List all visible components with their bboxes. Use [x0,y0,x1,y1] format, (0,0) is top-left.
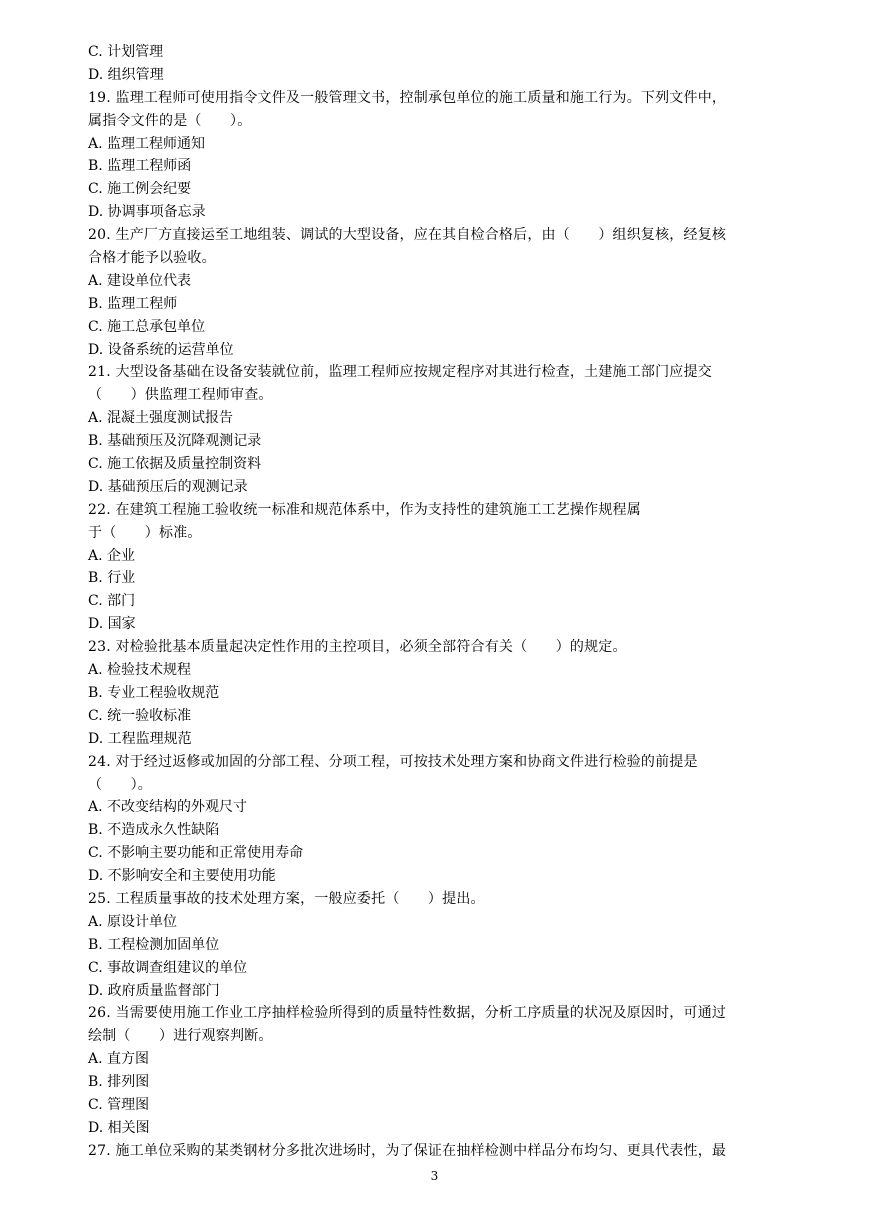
question-text-line: 26. 当需要使用施工作业工序抽样检验所得到的质量特性数据，分析工序质量的状况及原因时，可通过 [88,1005,727,1022]
option-text: C. 施工例会纪要 [88,181,192,198]
option-text: A. 企业 [88,547,136,564]
answer-option [88,316,788,339]
option-text: D. 工程监理规范 [88,730,192,747]
answer-option [88,1094,788,1117]
option-text: B. 监理工程师 [88,295,178,312]
answer-option [88,659,788,682]
option-text: D. 相关图 [88,1119,150,1136]
document-body [88,41,788,1163]
answer-option [88,819,788,842]
option-text: B. 基础预压及沉降观测记录 [88,433,262,450]
answer-option [88,545,788,568]
question-stem [88,751,788,797]
answer-option [88,1048,788,1071]
question-stem [88,1002,788,1048]
answer-option [88,293,788,316]
option-text: B. 监理工程师函 [88,158,192,175]
option-text: D. 不影响安全和主要使用功能 [88,868,276,885]
question-stem [88,499,788,545]
question-text-line: 于（ ）标准。 [88,524,202,541]
question-text-line: （ ）。 [88,776,152,793]
answer-option [88,796,788,819]
option-text: C. 事故调查组建议的单位 [88,959,248,976]
option-text: C. 施工总承包单位 [88,318,206,335]
option-text: A. 原设计单位 [88,913,178,930]
option-text: A. 监理工程师通知 [88,135,206,152]
option-text: B. 排列图 [88,1074,150,1091]
answer-option [88,1071,788,1094]
answer-option [88,430,788,453]
answer-option [88,842,788,865]
answer-option [88,682,788,705]
answer-option [88,613,788,636]
option-text: C. 施工依据及质量控制资料 [88,456,262,473]
option-text: A. 检验技术规程 [88,662,192,679]
question-text-line: 24. 对于经过返修或加固的分部工程、分项工程，可按技术处理方案和协商文件进行检验的前提是 [88,753,698,770]
answer-option [88,705,788,728]
option-text: A. 直方图 [88,1051,150,1068]
answer-option [88,934,788,957]
answer-option [88,1117,788,1140]
question-text-line: 19. 监理工程师可使用指令文件及一般管理文书，控制承包单位的施工质量和施工行为。下列文件中， [88,89,727,106]
question-text-line: 绘制（ ）进行观察判断。 [88,1028,273,1045]
answer-option [88,957,788,980]
question-text-line: 22. 在建筑工程施工验收统一标准和规范体系中，作为支持性的建筑施工工艺操作规程属 [88,501,641,518]
question-stem [88,361,788,407]
question-stem [88,888,788,911]
answer-option [88,64,788,87]
option-text: D. 政府质量监督部门 [88,982,220,999]
option-text: C. 管理图 [88,1096,150,1113]
answer-option [88,865,788,888]
question-text-line: 合格才能予以验收。 [88,250,216,267]
question-stem [88,87,788,133]
option-text: C. 计划管理 [88,44,164,60]
option-text: C. 不影响主要功能和正常使用寿命 [88,845,304,862]
page-number: 3 [430,1169,439,1183]
question-text-line: 23. 对检验批基本质量起决定性作用的主控项目，必须全部符合有关（ ）的规定。 [88,639,627,656]
question-stem [88,224,788,270]
question-text-line: 20. 生产厂方直接运至工地组装、调试的大型设备，应在其自检合格后，由（ ）组织复核，经复核 [88,227,727,244]
option-text: B. 不造成永久性缺陷 [88,822,220,839]
answer-option [88,201,788,224]
question-text-line: 21. 大型设备基础在设备安装就位前，监理工程师应按规定程序对其进行检查，土建施工部门应提交 [88,364,712,381]
question-stem [88,636,788,659]
answer-option [88,178,788,201]
answer-option [88,728,788,751]
question-text-line: 属指令文件的是（ ）。 [88,112,252,129]
option-text: C. 部门 [88,593,136,610]
option-text: D. 设备系统的运营单位 [88,341,234,358]
answer-option [88,453,788,476]
option-text: C. 统一验收标准 [88,707,192,724]
answer-option [88,133,788,156]
option-text: B. 工程检测加固单位 [88,936,220,953]
question-stem [88,1140,788,1163]
answer-option [88,476,788,499]
option-text: D. 协调事项备忘录 [88,204,206,221]
option-text: A. 建设单位代表 [88,272,192,289]
question-text-line: 25. 工程质量事故的技术处理方案，一般应委托（ ）提出。 [88,890,485,907]
answer-option [88,980,788,1003]
option-text: D. 国家 [88,616,136,633]
answer-option [88,155,788,178]
option-text: A. 不改变结构的外观尺寸 [88,799,248,816]
option-text: A. 混凝土强度测试报告 [88,410,234,427]
answer-option [88,911,788,934]
option-text: B. 专业工程验收规范 [88,684,220,701]
answer-option [88,407,788,430]
option-text: B. 行业 [88,570,136,587]
answer-option [88,567,788,590]
answer-option [88,41,788,64]
answer-option [88,270,788,293]
question-text-line: （ ）供监理工程师审查。 [88,387,273,404]
option-text: D. 组织管理 [88,66,164,83]
option-text: D. 基础预压后的观测记录 [88,478,248,495]
answer-option [88,339,788,362]
answer-option [88,590,788,613]
question-text-line: 27. 施工单位采购的某类钢材分多批次进场时，为了保证在抽样检测中样品分布均匀、更具代表性，最 [88,1142,727,1159]
